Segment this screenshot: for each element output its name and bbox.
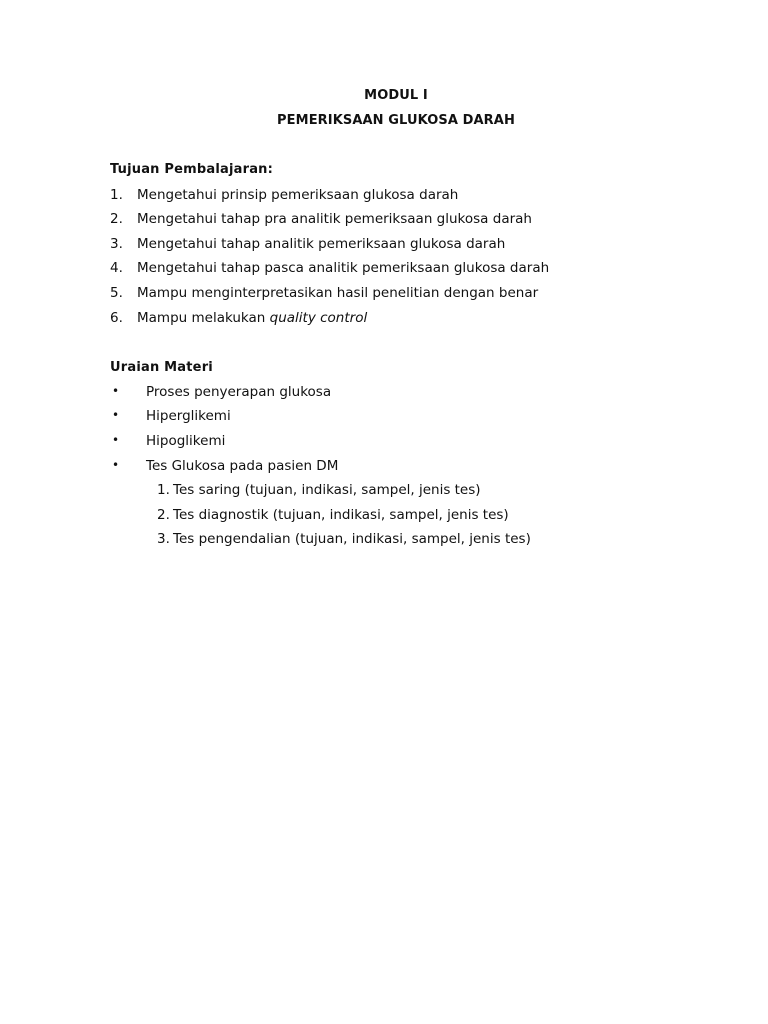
objective-text: Mengetahui tahap pra analitik pemeriksaan glukosa darah: [137, 211, 532, 227]
objective-number: 6.: [110, 310, 123, 326]
subitem-text: Tes saring (tujuan, indikasi, sampel, jenis tes): [173, 482, 481, 498]
objective-number: 1.: [110, 187, 123, 203]
material-text: Hipoglikemi: [146, 433, 226, 449]
subitem-number: 2.: [157, 507, 170, 523]
objective-text: Mengetahui tahap analitik pemeriksaan glukosa darah: [137, 236, 506, 252]
materials-heading: Uraian Materi: [110, 360, 213, 375]
objective-number: 4.: [110, 260, 123, 276]
subitem-text: Tes pengendalian (tujuan, indikasi, sampel, jenis tes): [173, 531, 531, 547]
objective-number: 3.: [110, 236, 123, 252]
objective-text: [137, 310, 367, 326]
objectives-heading: Tujuan Pembalajaran:: [110, 162, 274, 177]
objective-text-emphasis: quality control: [269, 310, 368, 326]
bullet-icon: •: [112, 384, 120, 398]
objective-number: 2.: [110, 211, 123, 227]
objective-text: Mengetahui tahap pasca analitik pemeriksaan glukosa darah: [137, 260, 550, 276]
material-text: Proses penyerapan glukosa: [146, 384, 332, 400]
bullet-icon: •: [112, 433, 120, 447]
objective-text-plain: Mampu melakukan: [137, 310, 270, 326]
subitem-text: Tes diagnostik (tujuan, indikasi, sampel, jenis tes): [173, 507, 509, 523]
objective-number: 5.: [110, 285, 123, 301]
subitem-number: 3.: [157, 531, 170, 547]
material-text: Hiperglikemi: [146, 408, 231, 424]
bullet-icon: •: [112, 408, 120, 422]
subitem-number: 1.: [157, 482, 170, 498]
objective-text: Mengetahui prinsip pemeriksaan glukosa darah: [137, 187, 459, 203]
material-text: Tes Glukosa pada pasien DM: [146, 458, 339, 474]
bullet-icon: •: [112, 458, 120, 472]
module-title: PEMERIKSAAN GLUKOSA DARAH: [277, 113, 515, 128]
module-label: MODUL I: [364, 88, 428, 103]
objective-text: Mampu menginterpretasikan hasil penelitian dengan benar: [137, 285, 539, 301]
